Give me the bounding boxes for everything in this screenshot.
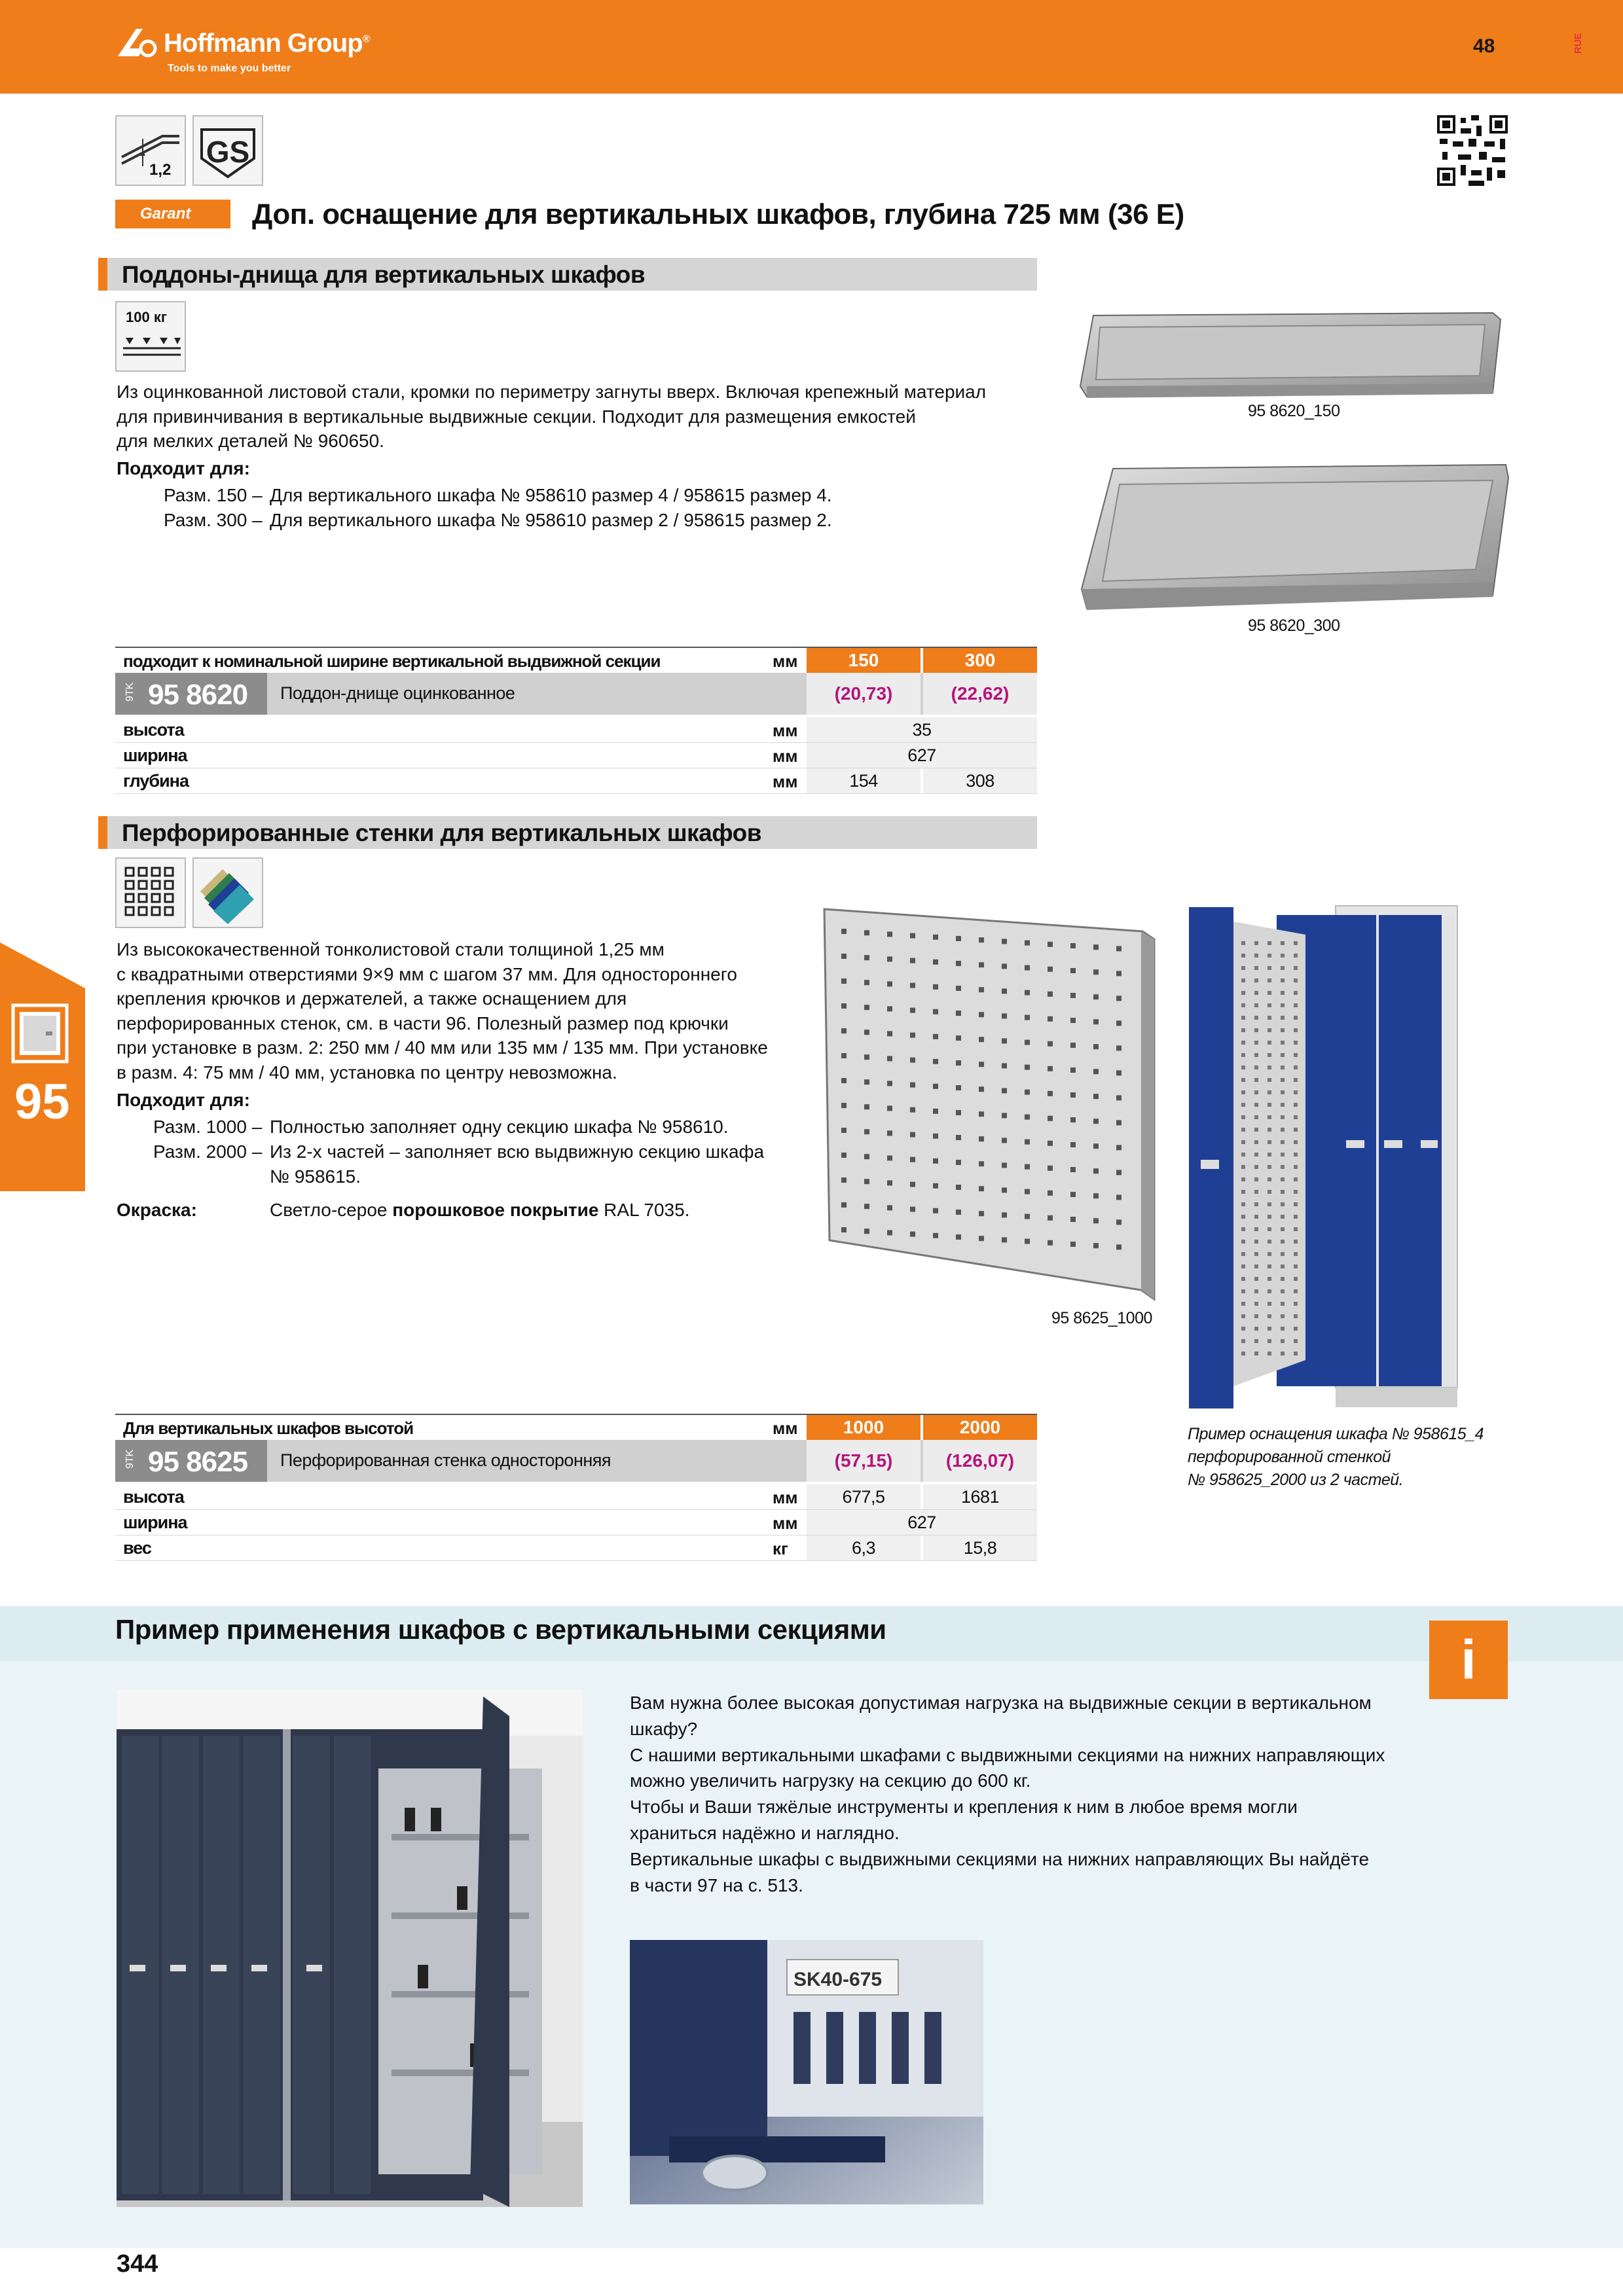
table-row: вес кг 6,3 15,8 xyxy=(115,1535,1037,1561)
cabinet-room-photo xyxy=(117,1690,583,2207)
perforated-fits-label: Подходит для: xyxy=(117,1090,250,1110)
price-cell: (57,15) xyxy=(807,1440,921,1482)
table-header-row: подходит к номинальной ширине вертикальной выдвижной секции мм 150 300 xyxy=(115,647,1037,673)
tray-150-caption: 95 8620_150 xyxy=(1248,402,1340,420)
table-row: ширина мм 627 xyxy=(115,743,1037,768)
section-heading-trays xyxy=(98,258,1037,291)
perforated-spec-table xyxy=(115,1414,1037,1564)
table-row: высота мм 35 xyxy=(115,717,1037,743)
sheet-thickness-icon xyxy=(115,115,186,186)
table-row: глубина мм 154 308 xyxy=(115,768,1037,794)
svg-text:GS: GS xyxy=(206,135,250,169)
article-description: Поддон-днище оцинкованное xyxy=(280,683,515,703)
column-header: 2000 xyxy=(923,1415,1037,1440)
perforated-description: Из высококачественной тонколистовой стали толщиной 1,25 мм с квадратными отверстиями 9×9 мм с шагом 37 мм. Для одностороннего крепления крючков и держателей, а также оснащением для перфорированных стенок, см. в части 96. Полезный размер под крючки при установке в разм. 2: 250 мм / 40 мм или 135 мм / 135 мм. При установке в разм. 4: 75 мм / 40 мм, установка по центру невозможна. xyxy=(117,939,768,1083)
column-header: 150 xyxy=(807,648,921,673)
garant-logo: Garant xyxy=(115,200,230,228)
trays-description: Из оцинкованной листовой стали, кромки по периметру загнуты вверх. Включая крепежный материал для привинчивания в вертикальные выдвижные секции. Подходит для размещения емкостей для мелких деталей № 960650. xyxy=(117,382,987,451)
perforated-panel-caption: 95 8625_1000 xyxy=(1051,1309,1152,1327)
info-icon: i xyxy=(1429,1621,1508,1699)
load-label: 100 кг xyxy=(126,309,167,325)
cabinet-caption: Пример оснащения шкафа № 958615_4 перфорированной стенкой № 958625_2000 из 2 частей. xyxy=(1188,1425,1484,1489)
hoffmann-logo-icon xyxy=(117,26,158,59)
trays-fits-list: Разм. 150 – Для вертикального шкафа № 958610 размер 4 / 958615 размер 4. Разм. 300 – Для вертикального шкафа № 958610 размер 2 / 958615 размер 2. xyxy=(164,485,832,530)
perforation-pattern-icon xyxy=(115,857,186,928)
tray-300-caption: 95 8620_300 xyxy=(1248,617,1340,635)
perforated-panel-image xyxy=(822,900,1169,1306)
roller-detail-photo xyxy=(630,1940,983,2204)
thickness-label: 1,2 xyxy=(149,161,172,179)
page-title: Доп. оснащение для вертикальных шкафов, глубина 725 мм (36 E) xyxy=(252,198,1184,230)
price-cell: (20,73) xyxy=(807,673,921,715)
trays-fits-label: Подходит для: xyxy=(117,458,250,478)
table-header-row: Для вертикальных шкафов высотой мм 1000 2000 xyxy=(115,1414,1037,1440)
qr-code-icon[interactable] xyxy=(1437,115,1508,186)
load-capacity-icon xyxy=(115,301,186,372)
column-header: 300 xyxy=(923,648,1037,673)
article-number-badge: 9TK 95 8625 xyxy=(115,1440,267,1482)
brand-tagline: Tools to make you better xyxy=(168,63,291,74)
chapter-side-tab[interactable] xyxy=(0,942,85,1191)
page-number-top: 48 xyxy=(1473,35,1495,57)
tray-150-image xyxy=(1074,308,1506,406)
perforated-fits-list: Разм. 1000 – Полностью заполняет одну секцию шкафа № 958610. Разм. 2000 – Из 2-х частей – заполняет всю выдвижную секцию шкафа № 958615. xyxy=(153,1117,765,1187)
chapter-number: 95 xyxy=(14,1074,70,1130)
color-swatches-icon xyxy=(192,857,263,928)
tool-label-text: SK40-675 xyxy=(793,1969,883,1990)
section-title: Поддоны-днища для вертикальных шкафов xyxy=(122,261,646,288)
page-number-bottom: 344 xyxy=(117,2250,158,2278)
price-cell: (22,62) xyxy=(923,673,1037,715)
table-row: ширина мм 627 xyxy=(115,1510,1037,1535)
section-heading-perforated xyxy=(98,816,1037,849)
article-row[interactable] xyxy=(115,673,1037,715)
language-code: RUE xyxy=(1573,33,1584,54)
table-row: высота мм 677,5 1681 xyxy=(115,1484,1037,1510)
article-number-badge: 9TK 95 8620 xyxy=(115,673,267,715)
trays-spec-table xyxy=(115,647,1037,797)
tray-300-image xyxy=(1074,458,1519,615)
info-heading: Пример применения шкафов с вертикальными секциями xyxy=(115,1614,886,1645)
column-header: 1000 xyxy=(807,1415,921,1440)
info-text: Вам нужна более высокая допустимая нагрузка на выдвижные секции в вертикальном шкафу? С нашими вертикальными шкафами с выдвижными секциями на нижних направляющих можно увеличить нагрузку на секцию до 600 кг. Чтобы и Ваши тяжёлые инструменты и крепления к ним в любое время могли храниться надёжно и наглядно. Вертикальные шкафы с выдвижными секциями на нижних направляющих Вы найдёте в части 97 на с. 513. xyxy=(630,1693,1385,1895)
section-title: Перфорированные стенки для вертикальных шкафов xyxy=(122,819,761,846)
article-row[interactable] xyxy=(115,1440,1037,1482)
vertical-cabinet-image xyxy=(1185,902,1460,1412)
brand-name: Hoffmann Group® xyxy=(164,29,370,58)
gs-certification-icon xyxy=(192,115,263,186)
article-description: Перфорированная стенка односторонняя xyxy=(280,1450,611,1470)
coating-line: Окраска: Светло-серое порошковое покрытие RAL 7035. xyxy=(117,1200,690,1220)
price-cell: (126,07) xyxy=(923,1440,1037,1482)
